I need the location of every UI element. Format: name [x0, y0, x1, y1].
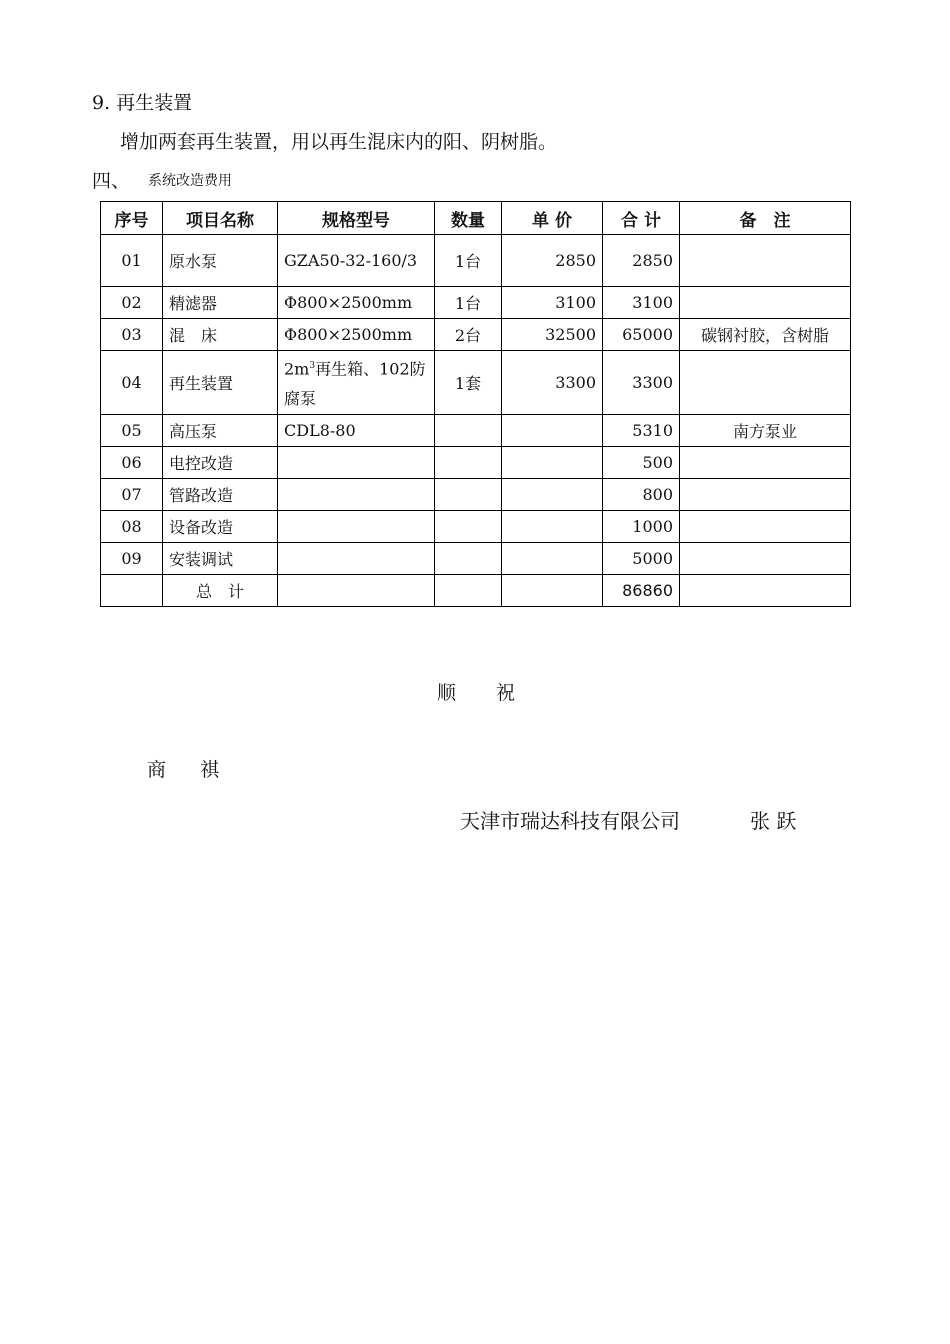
- cell-no: 04: [101, 351, 163, 415]
- section-4-heading: [92, 166, 232, 193]
- cell-spec: CDL8-80: [278, 415, 435, 447]
- table-row: [101, 351, 851, 415]
- cell-no: 06: [101, 447, 163, 479]
- section-9-text: 增加两套再生装置，用以再生混床内的阳、阴树脂。: [120, 131, 558, 153]
- cell-no: 01: [101, 235, 163, 287]
- cell-note: [680, 351, 851, 415]
- cell-name: 管路改造: [163, 479, 278, 511]
- cell-price: [502, 479, 603, 511]
- header-spec: 规格型号: [278, 202, 435, 235]
- cell-note: 碳钢衬胶，含树脂: [680, 319, 851, 351]
- cell-spec: [278, 447, 435, 479]
- signer-name: 张 跃: [750, 809, 797, 833]
- cell-note: [680, 235, 851, 287]
- spec-size: 2m: [284, 359, 310, 379]
- cell-empty: [680, 575, 851, 607]
- cell-total: 500: [603, 447, 680, 479]
- cell-name: 再生装置: [163, 351, 278, 415]
- cell-empty: [502, 575, 603, 607]
- table-row: [101, 511, 851, 543]
- cell-no: 09: [101, 543, 163, 575]
- closing-regards: 商祺: [147, 759, 254, 781]
- cell-name: 电控改造: [163, 447, 278, 479]
- cell-note: [680, 543, 851, 575]
- table-row: [101, 543, 851, 575]
- cell-no: 03: [101, 319, 163, 351]
- cell-qty: 1套: [435, 351, 502, 415]
- section-4-number: 四、: [92, 170, 131, 192]
- cell-total: 3300: [603, 351, 680, 415]
- cell-name: 混 床: [163, 319, 278, 351]
- cell-spec: [278, 479, 435, 511]
- table-total-row: [101, 575, 851, 607]
- header-price: 单 价: [502, 202, 603, 235]
- cell-note: [680, 511, 851, 543]
- cell-total: 65000: [603, 319, 680, 351]
- cell-price: [502, 511, 603, 543]
- company-name: 天津市瑞达科技有限公司: [460, 809, 680, 833]
- cell-total: 3100: [603, 287, 680, 319]
- cell-note: [680, 479, 851, 511]
- header-total: 合 计: [603, 202, 680, 235]
- grand-total: 86860: [603, 575, 680, 607]
- cell-qty: [435, 543, 502, 575]
- cell-name: 精滤器: [163, 287, 278, 319]
- spec-desc: 再生箱、102防腐泵: [284, 359, 426, 409]
- header-note: 备 注: [680, 202, 851, 235]
- cell-name: 设备改造: [163, 511, 278, 543]
- cell-no: 05: [101, 415, 163, 447]
- cost-table: [100, 201, 851, 607]
- cell-note: 南方泵业: [680, 415, 851, 447]
- cell-total: 5000: [603, 543, 680, 575]
- cell-total: 2850: [603, 235, 680, 287]
- table-row: [101, 479, 851, 511]
- cell-total: 800: [603, 479, 680, 511]
- cell-no: 07: [101, 479, 163, 511]
- cell-note: [680, 287, 851, 319]
- cell-name: 高压泵: [163, 415, 278, 447]
- cell-qty: [435, 447, 502, 479]
- header-no: 序号: [101, 202, 163, 235]
- cell-price: 2850: [502, 235, 603, 287]
- cell-no: 02: [101, 287, 163, 319]
- cell-qty: 2台: [435, 319, 502, 351]
- table-row: [101, 235, 851, 287]
- cell-empty: [101, 575, 163, 607]
- cell-price: [502, 447, 603, 479]
- cell-qty: 1台: [435, 235, 502, 287]
- cell-name: 原水泵: [163, 235, 278, 287]
- cell-spec: Φ800×2500mm: [278, 287, 435, 319]
- cell-qty: [435, 479, 502, 511]
- spec-superscript: 3: [309, 361, 316, 371]
- cell-total: 1000: [603, 511, 680, 543]
- header-name: 项目名称: [163, 202, 278, 235]
- section-9-heading: 9. 再生装置: [92, 92, 193, 114]
- cell-empty: [435, 575, 502, 607]
- table-row: [101, 415, 851, 447]
- table-row: [101, 447, 851, 479]
- cell-price: 32500: [502, 319, 603, 351]
- cell-spec: [278, 351, 435, 415]
- cell-price: [502, 415, 603, 447]
- cell-total: 5310: [603, 415, 680, 447]
- cell-name: 安装调试: [163, 543, 278, 575]
- cell-qty: [435, 511, 502, 543]
- table-row: [101, 287, 851, 319]
- cell-spec: [278, 543, 435, 575]
- cell-spec: [278, 511, 435, 543]
- total-label: 总 计: [163, 575, 278, 607]
- cell-price: 3100: [502, 287, 603, 319]
- cell-no: 08: [101, 511, 163, 543]
- header-qty: 数量: [435, 202, 502, 235]
- closing-wish: 顺祝: [437, 682, 556, 704]
- table-header-row: [101, 202, 851, 235]
- cell-qty: [435, 415, 502, 447]
- section-4-title: 系统改造费用: [148, 173, 233, 189]
- cell-spec: Φ800×2500mm: [278, 319, 435, 351]
- table-row: [101, 319, 851, 351]
- cell-spec: GZA50-32-160/3: [278, 235, 435, 287]
- cell-price: 3300: [502, 351, 603, 415]
- cell-note: [680, 447, 851, 479]
- cell-qty: 1台: [435, 287, 502, 319]
- cell-empty: [278, 575, 435, 607]
- cell-price: [502, 543, 603, 575]
